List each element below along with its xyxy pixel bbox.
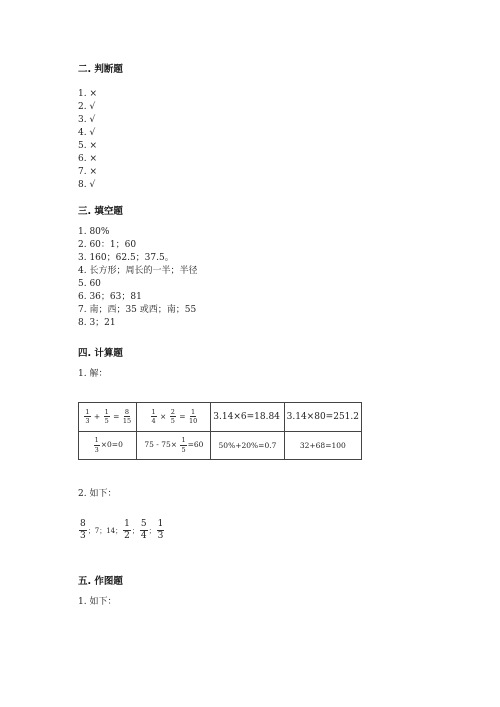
table-row bbox=[79, 431, 362, 460]
section-title-calculation: 四. 计算题 bbox=[78, 348, 123, 359]
table-cell bbox=[137, 403, 211, 432]
fraction bbox=[151, 409, 157, 425]
fraction bbox=[140, 520, 148, 541]
denominator: 5 bbox=[170, 417, 175, 426]
table-cell: 3.14×80=251.2 bbox=[284, 403, 361, 432]
numerator: 1 bbox=[191, 407, 196, 416]
fraction bbox=[157, 520, 165, 541]
list-item: 6. 36；63；81 bbox=[78, 292, 142, 302]
fill-blank-answer-list bbox=[78, 226, 197, 330]
fraction bbox=[180, 437, 186, 453]
table-row bbox=[79, 403, 362, 432]
fraction-answer-row bbox=[78, 520, 165, 541]
list-item: 8. 3；21 bbox=[78, 318, 116, 328]
fraction bbox=[104, 409, 110, 425]
list-item: 2. √ bbox=[78, 102, 96, 112]
numerator: 8 bbox=[80, 519, 86, 529]
numerator: 1 bbox=[104, 407, 109, 416]
question-label: 1. 解： bbox=[78, 369, 108, 379]
denominator: 15 bbox=[122, 417, 132, 426]
section-title-judgement: 二. 判断题 bbox=[78, 64, 123, 75]
fraction bbox=[84, 409, 90, 425]
question-label: 1. 如下： bbox=[78, 597, 117, 607]
judgement-answer-list bbox=[78, 88, 97, 192]
denominator: 5 bbox=[181, 445, 186, 454]
expression-text: =60 bbox=[187, 440, 204, 450]
equals-sign: = bbox=[113, 411, 120, 421]
calculation-table bbox=[78, 402, 362, 460]
list-item: 3. 160；62.5；37.5。 bbox=[78, 253, 174, 263]
numerator: 1 bbox=[85, 407, 90, 416]
table-cell: 50%+20%=0.7 bbox=[211, 431, 284, 460]
list-item: 5. 60 bbox=[78, 279, 101, 289]
section-title-fill-blank: 三. 填空题 bbox=[78, 206, 123, 217]
denominator: 3 bbox=[80, 531, 86, 541]
denominator: 2 bbox=[124, 531, 130, 541]
table-cell bbox=[137, 431, 211, 460]
denominator: 3 bbox=[85, 417, 90, 426]
numerator: 2 bbox=[170, 407, 175, 416]
fraction bbox=[189, 409, 197, 425]
fraction bbox=[79, 520, 87, 541]
operator: × bbox=[160, 411, 167, 421]
numerator: 1 bbox=[157, 519, 164, 529]
table-cell: 32+68=100 bbox=[284, 431, 361, 460]
equals-sign: = bbox=[179, 411, 186, 421]
denominator: 4 bbox=[151, 417, 156, 426]
question-label: 2. 如下： bbox=[78, 489, 117, 499]
list-item: 2. 60：1；60 bbox=[78, 240, 137, 250]
denominator: 5 bbox=[104, 417, 109, 426]
expression-text: 75 - 75× bbox=[144, 440, 178, 450]
numerator: 1 bbox=[94, 436, 99, 445]
table-cell: 3.14×6=18.84 bbox=[211, 403, 284, 432]
table-cell bbox=[79, 431, 137, 460]
list-item: 6. × bbox=[78, 154, 97, 164]
operator: + bbox=[93, 411, 101, 421]
numerator: 1 bbox=[124, 519, 130, 529]
fraction bbox=[170, 409, 176, 425]
table-cell bbox=[79, 403, 137, 432]
list-item: 4. 长方形；周长的一半；半径 bbox=[78, 266, 198, 276]
list-item: 1. 80% bbox=[78, 227, 110, 237]
list-item: 4. √ bbox=[78, 128, 96, 138]
list-item: 7. 南；西；35 或西；南；55 bbox=[78, 305, 197, 315]
numerator: 1 bbox=[181, 436, 186, 445]
section-title-drawing: 五. 作图题 bbox=[78, 576, 123, 587]
denominator: 4 bbox=[140, 531, 147, 541]
denominator: 3 bbox=[94, 445, 99, 454]
denominator: 10 bbox=[188, 417, 198, 426]
denominator: 3 bbox=[157, 531, 164, 541]
list-item: 1. × bbox=[78, 89, 97, 99]
list-item: 7. × bbox=[78, 167, 97, 177]
numerator: 5 bbox=[140, 519, 147, 529]
fraction bbox=[94, 437, 100, 453]
list-item: 3. √ bbox=[78, 115, 96, 125]
numerator: 1 bbox=[151, 407, 156, 416]
expression-text: ×0=0 bbox=[100, 440, 123, 450]
fraction bbox=[123, 520, 131, 541]
list-item: 5. × bbox=[78, 141, 97, 151]
answer-separator-text: ； bbox=[148, 526, 156, 535]
fraction bbox=[123, 409, 131, 425]
answer-separator-text: ；7；14； bbox=[87, 526, 123, 535]
numerator: 8 bbox=[124, 407, 130, 416]
list-item: 8. √ bbox=[78, 180, 96, 190]
answer-separator-text: ； bbox=[131, 526, 139, 535]
